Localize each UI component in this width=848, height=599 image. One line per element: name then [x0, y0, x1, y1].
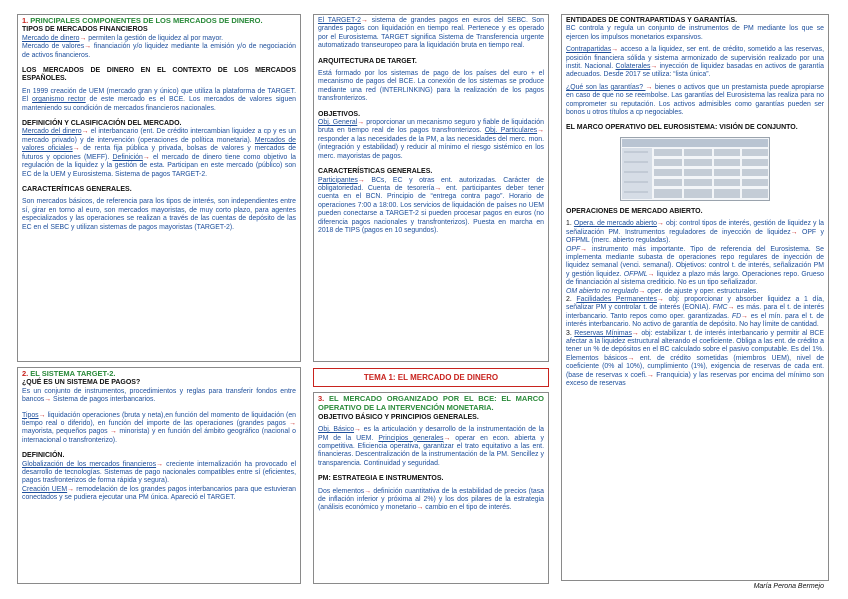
money-market-line: Mercado de dinero→ permiten la gestión de liquidez al por mayor. [22, 34, 224, 42]
arrow-icon: → [434, 184, 442, 192]
section-2-subtitle: ¿QUÉ ES UN SISTEMA DE PAGOS? [22, 379, 141, 387]
target-characteristics-heading: CARACTERÍSTICAS GENERALES. [318, 168, 433, 176]
counterparties-box [561, 14, 829, 581]
definition-text: Mercado del dinero→ el interbancario (ent. De crédito intercambian liquidez a cp y es un mercado privado) y de intervención (operaciones de política monetaria). Mercados de valores oficiales→ de renta fija pública y privada, bolsas de valores y mercados de futuros y opciones (MEFF). Definición→ el mercado de dinero tiene como objetivo la regulación de la liquidez y la gestión de esta. Participan en este mercado (público) son EC de la UEM y Eurosistema. Sistema de pagos TARGET-2. [22, 128, 296, 178]
arrow-icon: → [650, 63, 658, 71]
section-1-title: PRINCIPALES COMPONENTES DE LOS MERCADOS DE DINERO. [30, 16, 263, 25]
arrow-icon: → [364, 487, 372, 495]
uem-creation-text: Creación UEM→ remodelación de los grandes pagos interbancarios para que estuvieran conectados y se pudiera ejecutar una PM única. Apareció el TARGET. [22, 485, 296, 502]
unregulated-om-text: OM abierto no regulado→ oper. de ajuste y oper. estructurales. [566, 287, 759, 295]
payment-system-text: Es un conjunto de instrumentos, procedimientos y reglas para transferir fondos entre bancos→ Sistema de pagos interbancarios. [22, 387, 296, 404]
target2-intro: El TARGET-2→ sistema de grandes pagos en euros del SEBC. Son grandes pagos con liquidación en tiempo real. Pertenece y es operado por el Eurosistema. TARGET significa Sistema de Transferencia urgente automatizado transeuropeo para la liquidación bruta en tiempo real. [318, 17, 544, 50]
strategy-text: Dos elementos→ definición cuantitativa de la estabilidad de precios (tasa de inflación inferior y próxima al 2%) y los dos pilares de la estrategia (análisis económico y monetario→ cambio en el tipo de interés. [318, 487, 544, 512]
architecture-text: Está formado por los sistemas de pago de los países del euro + el mecanismo de pagos del BCE. La conexión de los sistemas se produce mediante una red (INTERLINKING) para la realización de los pagos transfronterizos. [318, 70, 544, 103]
strategy-heading: PM: ESTRATEGIA E INSTRUMENTOS. [318, 475, 444, 483]
section-2-box [17, 367, 301, 584]
section-2-number: 2. [22, 369, 29, 378]
section-3-title: EL MERCADO ORGANIZADO POR EL BCE: EL MARCO OPERATIVO DE LA INTERVENCIÓN MONETARIA. [318, 394, 545, 413]
section-2-title: EL SISTEMA TARGET-2. [30, 369, 116, 378]
section-3-number: 3. [318, 394, 325, 403]
globalization-text: Globalización de los mercados financieros→ creciente internalización ha provocado el desarrollo de tecnologías. Sistemas de pago nacionales compatibles entre sí (eficientes, pagos trasfronterizos de forma rápida y segura). [22, 460, 296, 485]
arrow-icon: → [443, 434, 451, 442]
arrow-icon: → [360, 17, 368, 24]
counterparties-heading: ENTIDADES DE CONTRAPARTIDAS Y GARANTÍAS. [566, 17, 738, 24]
characteristics-heading: CARACTERÍTICAS GENERALES. [22, 185, 132, 193]
arrow-icon: → [357, 176, 365, 184]
arrow-icon: → [142, 153, 150, 161]
arrow-icon: → [741, 312, 748, 320]
arrow-icon: → [156, 460, 163, 468]
section-1-subtitle: TIPOS DE MERCADOS FINANCIEROS [22, 26, 148, 34]
arrow-icon: → [656, 295, 664, 303]
section-3-subtitle: OBJETIVO BÁSICO Y PRINCIPIOS GENERALES. [318, 413, 479, 421]
arrow-icon: → [611, 46, 619, 54]
arrow-icon: → [416, 504, 424, 512]
arrow-icon: → [627, 354, 635, 362]
arrow-icon: → [84, 43, 92, 51]
target2-box [313, 14, 549, 362]
open-market-heading: OPERACIONES DE MERCADO ABIERTO. [566, 207, 703, 215]
arrow-icon: → [79, 34, 87, 42]
counterparties-text: Contrapartidas→ acceso a la liquidez, ser ent. de crédito, sometido a las reservas, posición financiera sólida y sistema armonizado de supervisión realizado por una instit. Nacional. Colaterales→ inyección de liquidez basadas en activos de garantía adecuados. Desde 2017 se utiliza: “lista única”. [566, 46, 825, 79]
guarantees-text: ¿Qué son las garantías? → bienes o activos que un prestamista puede apropiarse en caso de que no se reembolse. Las garantías del Eurosistema las realiza para no comprometer su reputación. Los activos admisibles como garantías pueden ser bonos u otros títulos a cp negociables. [566, 83, 824, 117]
arrow-icon: → [580, 245, 588, 253]
arrow-icon: → [645, 83, 653, 91]
arrow-icon: → [289, 420, 296, 428]
arrow-icon: → [647, 270, 655, 278]
arrow-icon: → [790, 228, 798, 236]
arrow-icon: → [727, 304, 735, 312]
standing-facilities-text: 2. Facilidades Permanentes→ obj: proporcionar y absorber liquidez a 1 día, señalizar PM y controlar t. de interés (EONIA). FMC→ es más. para el t. de interés interbancario. Tanto repos como oper. garantizadas. FD→ es el mín. para el t. de interés interbancario. No activo de garantía de depósito. No hay límite de cantidad. [566, 295, 824, 329]
open-market-item-1: 1. Opera. de mercado abierto→ obj: control tipos de interés, gestión de liquidez y la señalización PM. Instrumentos reguladores de inyección de liquidez→ OPF y OFPML (merc. abierto reguladas). [566, 220, 825, 245]
opf-text: OPF→ instrumento más importante. Tipo de referencia del Eurosistema. Se implementa mediante subasta de operaciones repo regulares de inyección de liquidez semanal (venci. semanal). Objetivos: control t. de interés, señalización PM y gestión liquidez. OFPML→ liquidez a plazo más largo. Operaciones repo. Grueso de financiación al sistema crediticio. No es un tipo señalizador. [566, 245, 824, 287]
arrow-icon: → [646, 371, 654, 379]
architecture-heading: ARQUITECTURA DE TARGET. [318, 57, 417, 65]
arrow-icon: → [656, 220, 664, 228]
arrow-icon: → [38, 411, 46, 419]
arrow-icon: → [537, 127, 544, 135]
target-characteristics-text: Participantes→ BCs, EC y otras ent. autorizadas. Carácter de obligatoriedad. Cuenta de tesorería→ ent. participantes deber tener cuenta en el BCN. Principio de “entrega contra pago”. Horario de operaciones 7:00 a 18:00. Los servicios de liquidación de países no UEM pueden conectarse a TARGET-2 si pueden procesar pagos en euros (no diferencia pagos nacionales y transfronterizos). Puesta en marcha en 2018 de TIPS (pagos en 10 segundos). [318, 176, 544, 234]
section-1-box [17, 14, 301, 362]
arrow-icon: → [357, 119, 365, 127]
objectives-text: Obj. General→ proporcionar un mecanismo seguro y fiable de liquidación bruta en tiempo real de los pagos transfronterizos. Obj. Particulares→ responder a las necesidades de la PM, a las necesidades del merc. mon. (integración y estabilidad) y reducir al mínimo el riesgo sistémico en los merc. mayoristas de pagos. [318, 119, 544, 160]
operational-framework-heading: EL MARCO OPERATIVO DEL EUROSISTEMA: VISIÓN DE CONJUNTO. [566, 124, 798, 132]
section-2-definition-heading: DEFINICIÓN. [22, 452, 65, 460]
securities-market-line: Mercado de valores→ financiación y/o liquidez mediante la emisión y/o de negociación de activos financieros. [22, 43, 296, 59]
operational-framework-figure [620, 137, 770, 201]
page-title: TEMA 1: EL MERCADO DE DINERO [313, 368, 549, 387]
arrow-icon: → [67, 485, 75, 493]
arrow-icon: → [631, 329, 639, 337]
definition-heading: DEFINICIÓN Y CLASIFICACIÓN DEL MERCADO. [22, 120, 182, 128]
arrow-icon: → [81, 128, 89, 136]
minimum-reserves-text: 3. Reservas Mínimas→ obj: estabilizar t. de interés interbancario y permitir al BCE afectar a la liquidez estructural alterando el coeficiente. Obliga a las ent. de crédito a tener un % de depósitos en el BC calculado sobre el pasivo computable. Es del 1%. Elementos básicos→ ent. de crédito sometidas (miembros UEM), nivel de coeficiente (0% al 10%), cumplimiento (1%), exigencia de reservas de cada ent. (base de reservas x coefi.→ Franquicia) y las reservas por encima del mínimo son exceso de reservas [566, 329, 824, 387]
spanish-context-text: En 1999 creación de UEM (mercado gran y único) que utiliza la plataforma de TARGET. El organismo rector de este mercado es el BCE. Los mercados de valores siguen manteniendo su condición de mercados financieros nacionales. [22, 87, 296, 112]
arrow-icon: → [110, 428, 117, 436]
section-3-box [313, 392, 549, 584]
spanish-context-heading: LOS MERCADOS DE DINERO EN EL CONTEXTO DE LOS MERCADOS ESPAÑOLES. [22, 67, 296, 83]
author-signature: María Perona Bermejo [753, 583, 824, 590]
arrow-icon: → [354, 426, 361, 434]
arrow-icon: → [638, 287, 646, 295]
arrow-icon: → [72, 145, 80, 153]
basic-objective-text: Obj. Básico→ es la articulación y desarrollo de la instrumentación de la PM de la UEM. Principios generales→ operar en econ. abierta y competitiva. Eficiencia operativa, garantizar el trato equitativo a las ent. financieras. Descentralización de la instrumentación de la PM. Sencillez y transparencia. Continuidad y seguridad. [318, 426, 545, 467]
counterparties-intro: BC controla y regula un conjunto de instrumentos de PM mediante los que se ejercen los impulsos monetarios expansivos. [566, 25, 824, 41]
arrow-icon: → [44, 396, 52, 404]
characteristics-text: Son mercados básicos, de referencia para los tipos de interés, son independientes entre sí, girar en torno al euro, son mercados mayoristas, de muy corto plazo, para agentes especializados y las operaciones se realizan a través de las cuentas de depósito de las EC en el SEBC y utilizan sistemas de pagos mayoristas (TARGET-2). [22, 198, 296, 231]
payment-types-text: Tipos→ liquidación operaciones (bruta y neta),en función del momento de liquidación (en tiempo real o diferido), en función del importe de las operaciones (grandes pagos → mayorista, pequeños pagos → minorista) y en función del ámbito geográfico (nacional o internacional o transfronterizo). [22, 411, 296, 444]
section-1-number: 1. [22, 16, 29, 25]
objectives-heading: OBJETIVOS. [318, 110, 361, 118]
